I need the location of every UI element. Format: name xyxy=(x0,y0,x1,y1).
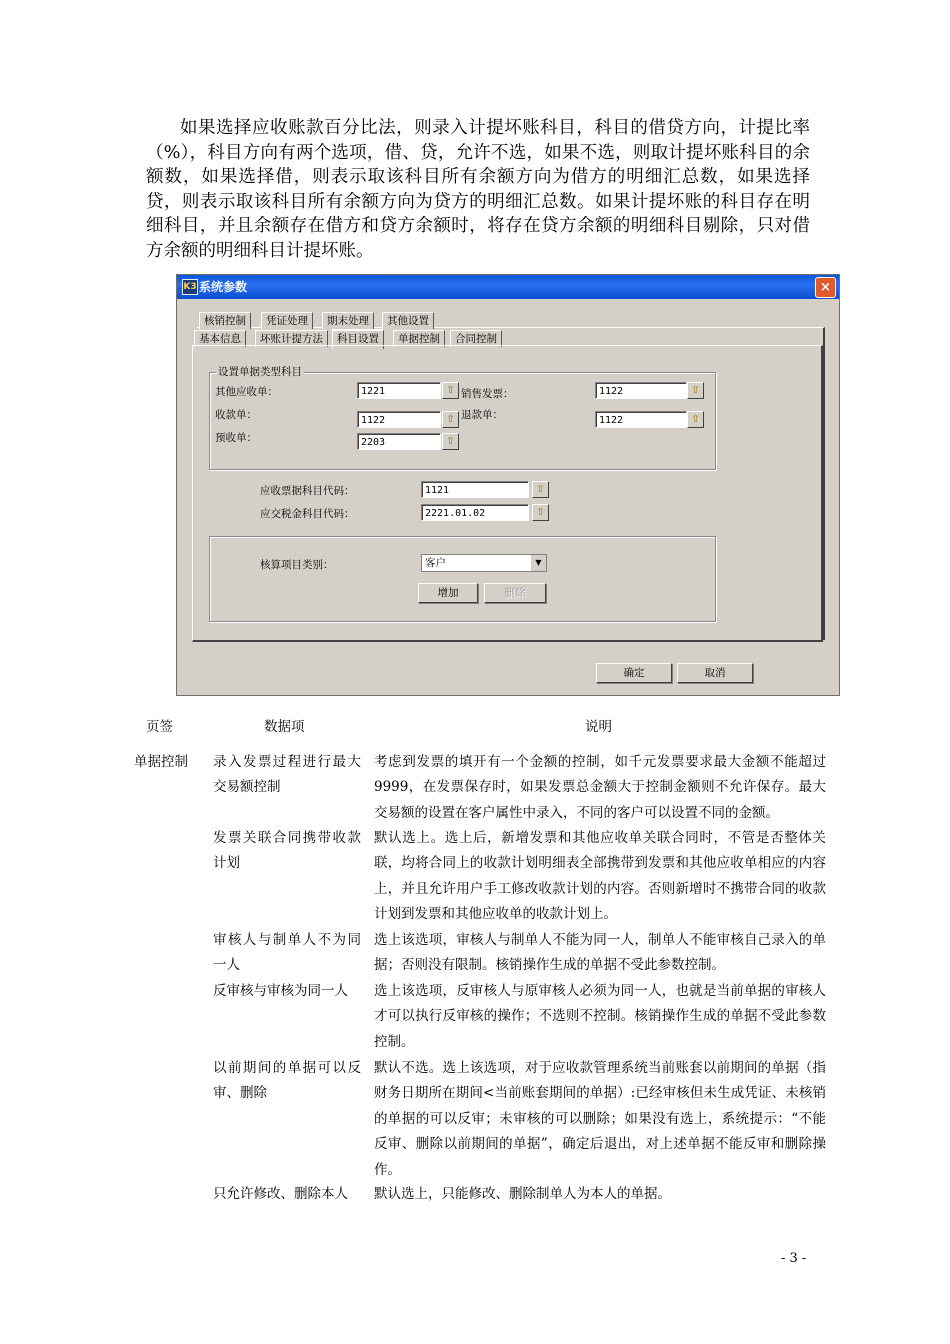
tax-payable-input[interactable]: 2221.01.02 xyxy=(421,504,529,521)
row-item: 以前期间的单据可以反审、删除 xyxy=(213,1060,361,1102)
lookup-icon[interactable]: ⇧ xyxy=(442,411,459,428)
tab-name-cell: 单据控制 xyxy=(134,754,188,770)
accounting-item-label: 核算项目类别： xyxy=(260,559,334,571)
lookup-icon[interactable]: ⇧ xyxy=(687,411,704,428)
lookup-icon[interactable]: ⇧ xyxy=(532,481,549,498)
header-item: 数据项 xyxy=(264,719,305,735)
app-icon: K3 xyxy=(182,279,198,295)
tax-payable-label: 应交税金科目代码： xyxy=(260,508,355,520)
tab-writeoff-control[interactable]: 核销控制 xyxy=(199,312,251,329)
ok-button[interactable]: 确定 xyxy=(596,663,672,683)
chevron-down-icon[interactable]: ▼ xyxy=(530,555,546,571)
intro-paragraph: 如果选择应收账款百分比法，则录入计提坏账科目，科目的借贷方向，计提比率（%），科目方向有两个选项，借、贷，允许不选，如果不选，则取计提坏账科目的余额数，如果选择借，则表示取该科目所有余额方向为借方的明细汇总数，如果选择贷，则表示取该科目所有余额方向为贷方的明细汇总数。如果计提坏账的科目存在明细科目，并且余额存在借方和贷方余额时，将存在贷方余额的明细科目剔除，只对借方余额的明细科目计提坏账。 xyxy=(146,118,810,261)
lookup-icon[interactable]: ⇧ xyxy=(442,382,459,399)
delete-button[interactable]: 删除 xyxy=(484,583,546,603)
row-description: 选上该选项，审核人与制单人不能为同一人，制单人不能审核自己录入的单据；否则没有限制。核销操作生成的单据不受此参数控制。 xyxy=(374,932,826,974)
sales-invoice-label: 销售发票： xyxy=(461,388,514,400)
dialog-title: 系统参数 xyxy=(199,280,248,294)
row-description: 选上该选项，反审核人与原审核人必须为同一人，也就是当前单据的审核人才可以执行反审核的操作；不选则不控制。核销操作生成的单据不受此参数控制。 xyxy=(374,983,826,1050)
prepayment-label: 预收单： xyxy=(215,432,257,444)
lookup-icon[interactable]: ⇧ xyxy=(442,433,459,450)
tab-document-control[interactable]: 单据控制 xyxy=(393,330,445,347)
accounting-item-group xyxy=(209,536,716,622)
tab-basic-info[interactable]: 基本信息 xyxy=(194,330,246,347)
other-receivable-input[interactable]: 1221 xyxy=(357,382,441,399)
page-number: - 3 - xyxy=(781,1251,807,1266)
receipt-label: 收款单： xyxy=(215,409,257,421)
tab-other-settings[interactable]: 其他设置 xyxy=(382,312,434,329)
tab-bad-debt-method[interactable]: 坏账计提方法 xyxy=(255,330,328,347)
row-item: 录入发票过程进行最大交易额控制 xyxy=(213,754,361,796)
tab-contract-control[interactable]: 合同控制 xyxy=(450,330,502,347)
row-item: 发票关联合同携带收款计划 xyxy=(213,830,361,872)
group-title: 设置单据类型科目 xyxy=(218,366,302,378)
close-icon[interactable]: × xyxy=(815,277,836,298)
tab-period-end[interactable]: 期末处理 xyxy=(322,312,374,329)
notes-receivable-input[interactable]: 1121 xyxy=(421,481,529,498)
receipt-input[interactable]: 1122 xyxy=(357,411,441,428)
add-button[interactable]: 增加 xyxy=(418,583,478,603)
row-description: 默认不选。选上该选项，对于应收款管理系统当前账套以前期间的单据（指财务日期所在期间<当前账套期间的单据）:已经审核但未生成凭证、未核销的单据的可以反审；未审核的可以删除；如果没有选上，系统提示：“不能反审、删除以前期间的单据”，确定后退出，对上述单据不能反审和删除操作。 xyxy=(374,1060,826,1178)
row-item: 只允许修改、删除本人 xyxy=(213,1186,348,1202)
system-parameters-dialog xyxy=(176,274,840,696)
refund-label: 退款单： xyxy=(461,409,503,421)
row-description: 默认选上，只能修改、删除制单人为本人的单据。 xyxy=(374,1186,671,1202)
accounting-item-select[interactable] xyxy=(421,554,547,572)
row-description: 默认选上。选上后，新增发票和其他应收单关联合同时，不管是否整体关联，均将合同上的收款计划明细表全部携带到发票和其他应收单相应的内容上，并且允许用户手工修改收款计划的内容。否则新增时不携带合同的收款计划到发票和其他应收单的收款计划上。 xyxy=(374,830,826,923)
prepayment-input[interactable]: 2203 xyxy=(357,433,441,450)
row-item: 反审核与审核为同一人 xyxy=(213,983,348,999)
dialog-titlebar[interactable] xyxy=(177,275,839,299)
sales-invoice-input[interactable]: 1122 xyxy=(595,382,687,399)
cancel-button[interactable]: 取消 xyxy=(677,663,753,683)
accounting-item-value: 客户 xyxy=(425,557,446,569)
header-description: 说明 xyxy=(585,719,612,735)
other-receivable-label: 其他应收单： xyxy=(215,386,278,398)
header-tab: 页签 xyxy=(146,719,173,735)
tab-account-settings[interactable]: 科目设置 xyxy=(332,329,384,349)
row-description: 考虑到发票的填开有一个金额的控制，如千元发票要求最大金额不能超过 9999，在发票保存时，如果发票总金额大于控制金额则不允许保存。最大交易额的设置在客户属性中录入，不同的客户可以设置不同的金额。 xyxy=(374,754,826,821)
tab-voucher[interactable]: 凭证处理 xyxy=(261,312,313,329)
refund-input[interactable]: 1122 xyxy=(595,411,687,428)
lookup-icon[interactable]: ⇧ xyxy=(532,504,549,521)
notes-receivable-label: 应收票据科目代码： xyxy=(260,485,355,497)
row-item: 审核人与制单人不为同一人 xyxy=(213,932,361,974)
lookup-icon[interactable]: ⇧ xyxy=(687,382,704,399)
